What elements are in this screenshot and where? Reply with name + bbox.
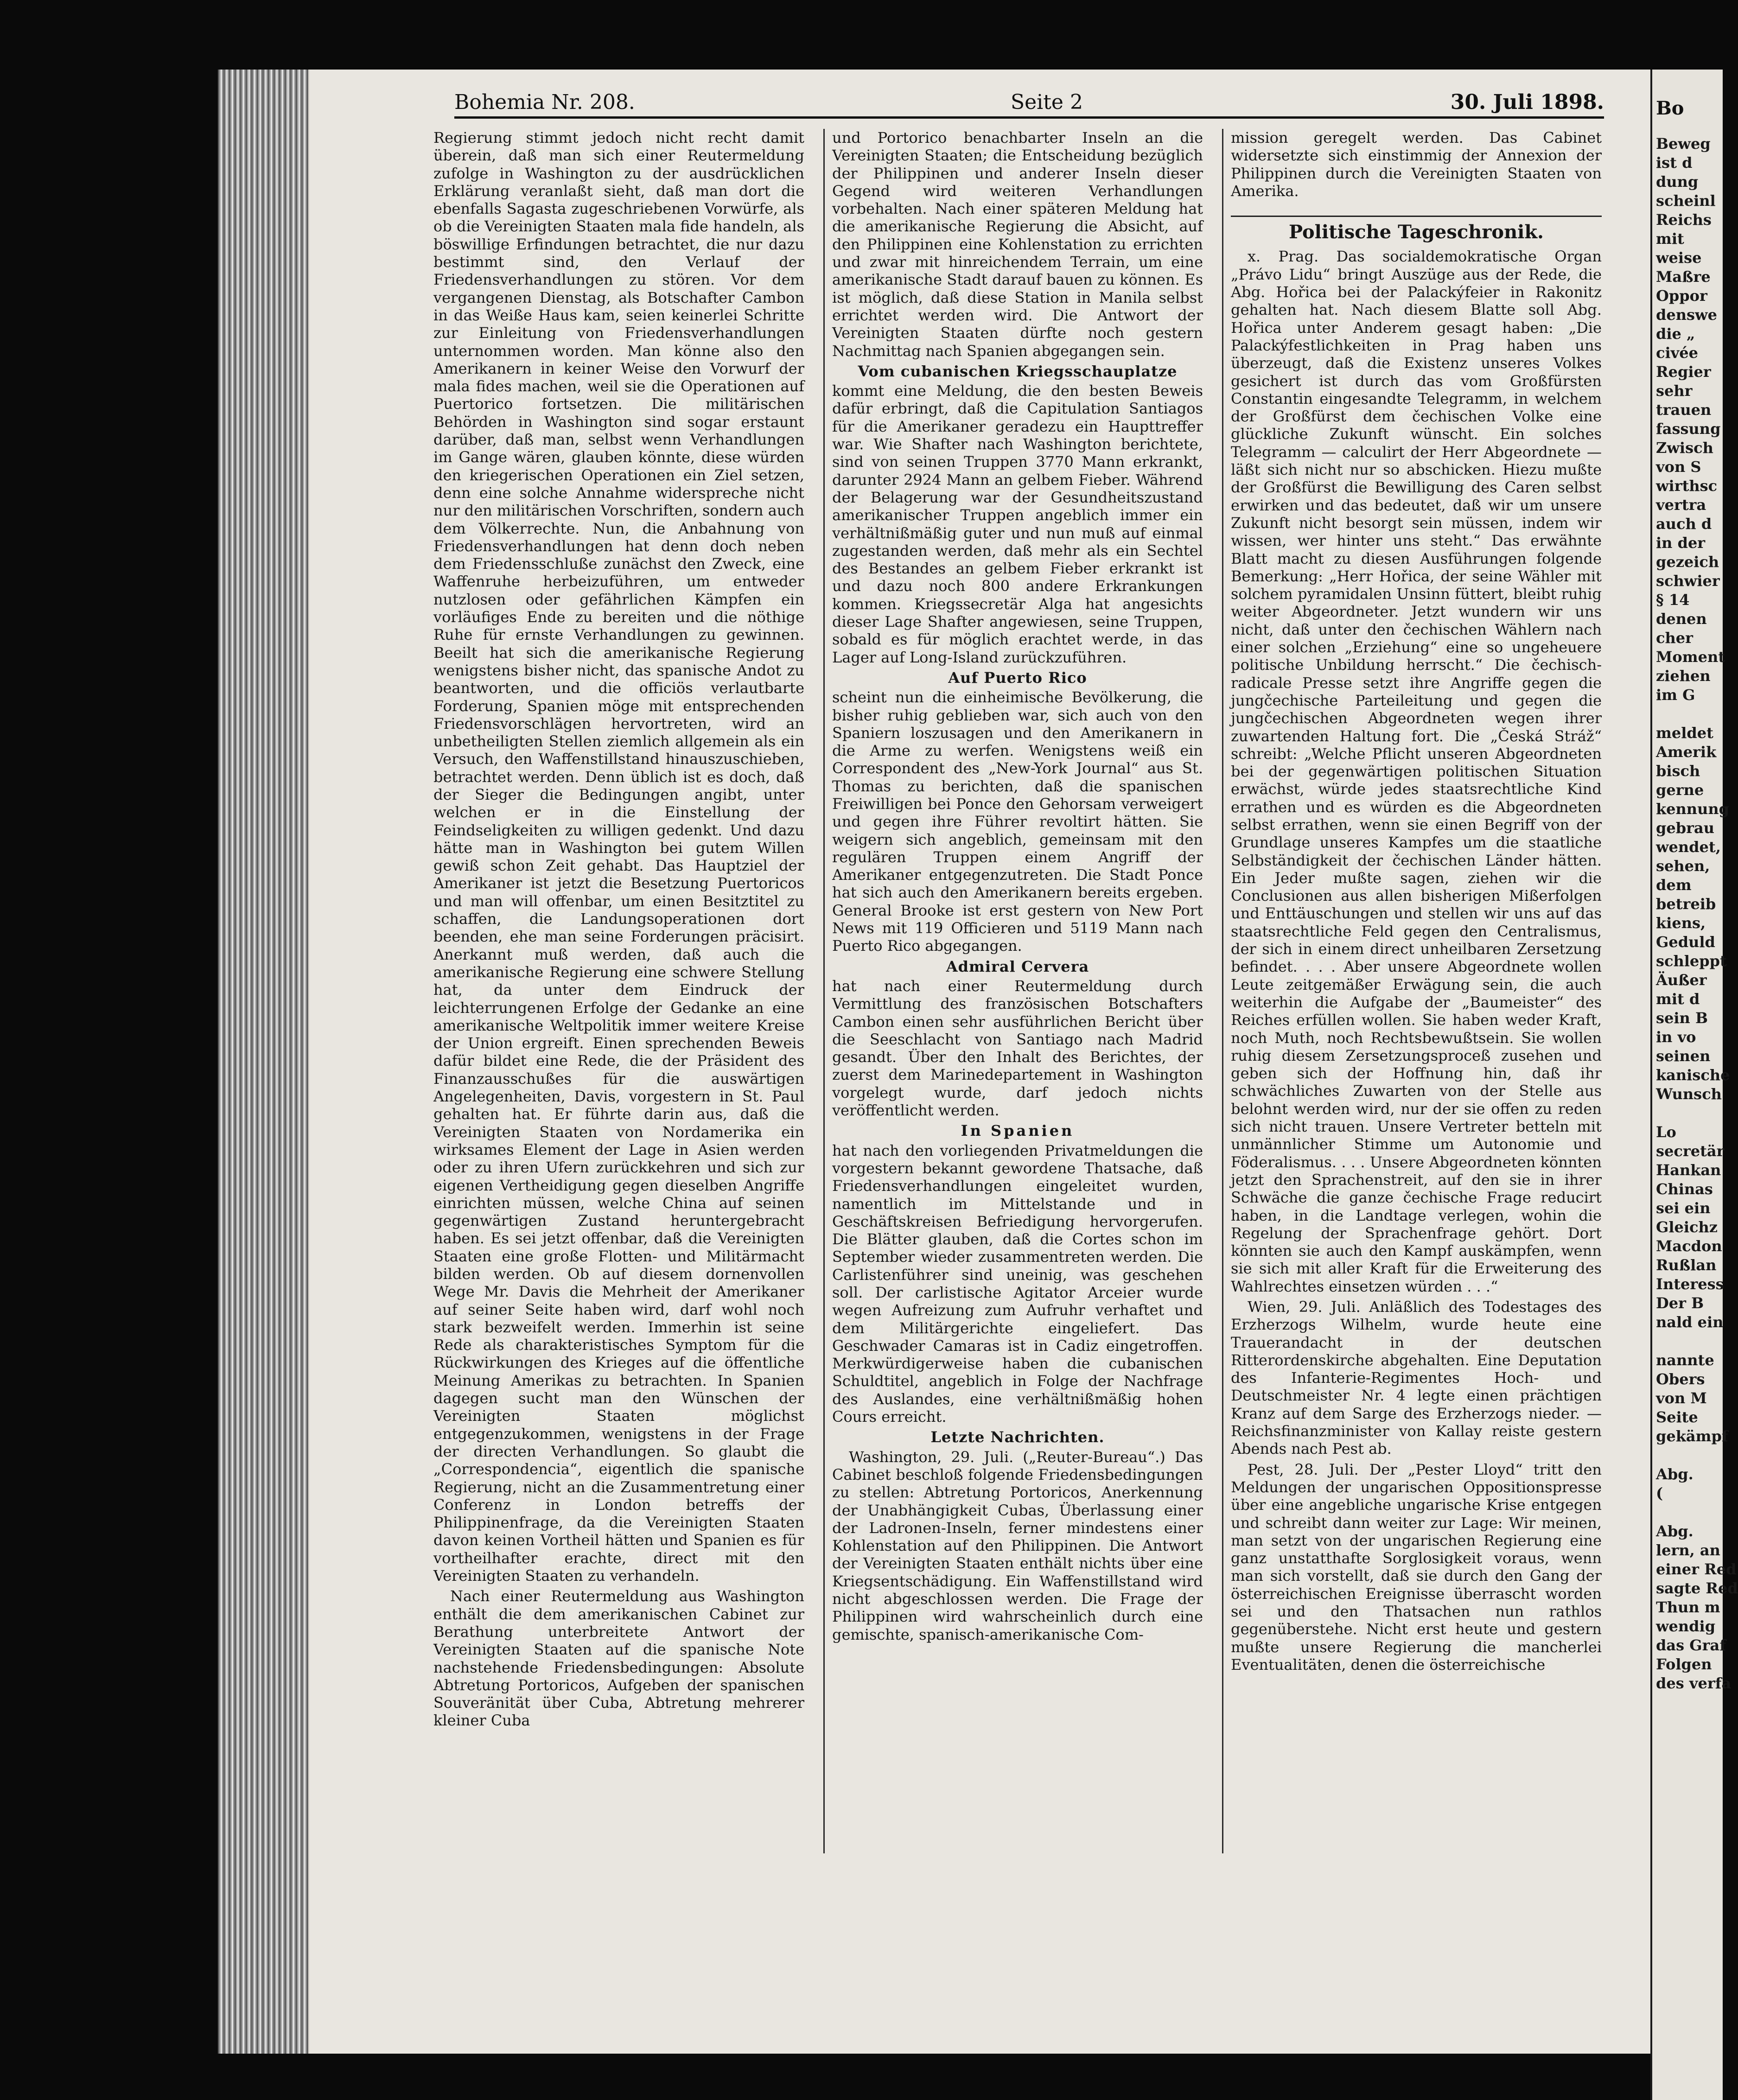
adjacent-page-line: bisch <box>1656 762 1700 780</box>
adjacent-page-line: Gleichz <box>1656 1218 1718 1236</box>
adjacent-page-line <box>1656 1332 1725 1351</box>
column-3 <box>1231 129 1602 1853</box>
article-paragraph: Nach einer Reutermeldung aus Washington enthält die dem amerikanischen Cabinet zur Berathung unterbreitete Antwort der Vereinigten Staaten auf die spanische Note nachstehende Friedensbedingungen: Absolute Abtretung Portoricos, Aufgeben der spanischen Souveränität über Cuba, Abtretung mehrerer kleiner Cuba <box>433 1587 804 1730</box>
adjacent-page-line: Amerik <box>1656 743 1717 761</box>
adjacent-page-line: cher <box>1656 629 1693 647</box>
adjacent-page-line: Abg. <box>1656 1465 1693 1483</box>
adjacent-page-line: im G <box>1656 686 1695 704</box>
article-paragraph: Washington, 29. Juli. („Reuter-Bureau“.) Das Cabinet beschloß folgende Friedensbedingungen zu stellen: Abtretung Portoricos, Anerkennung der Unabhängigkeit Cubas, Überlassung einer der Ladronen-Inseln, ferner mindestens einer Kohlenstation auf den Philippinen. Die Antwort der Vereinigten Staaten enthält nichts über eine Kriegsentschädigung. Ein Waffenstillstand wird nicht abgeschlossen werden. Die Frage der Philippinen wird wahrscheinlich durch eine gemischte, spanisch-amerikanische Com- <box>832 1448 1203 1643</box>
adjacent-page-line: ziehen <box>1656 667 1711 685</box>
book-page-edges <box>218 70 308 2054</box>
adjacent-page-line: ist d <box>1656 154 1693 172</box>
adjacent-page-line: Regier <box>1656 363 1711 381</box>
adjacent-page-line: wendet, <box>1656 838 1721 856</box>
adjacent-page-line: Der B <box>1656 1294 1704 1312</box>
adjacent-page-line: gerne <box>1656 781 1704 799</box>
section-subheading: Admiral Cervera <box>946 957 1089 975</box>
section-heading: Politische Tageschronik. <box>1231 216 1602 241</box>
column-1 <box>433 129 804 1853</box>
article-paragraph: Regierung stimmt jedoch nicht recht damit überein, daß man sich einer Reutermeldung zufolge in Washington zu der ausdrücklichen Erklärung veranlaßt sieht, daß man dort die ebenfalls Sagasta zugeschriebenen Vorwürfe, als ob die Vereinigten Staaten mala fide handeln, als böswillige Erfindungen betrachtet, die nur dazu bestimmt sind, den Verlauf der Friedensverhandlungen zu stören. Vor dem vergangenen Dienstag, als Botschafter Cambon in das Weiße Haus kam, seien keinerlei Schritte zur Einleitung von Friedensverhandlungen unternommen worden. Man könne also den Amerikanern in keiner Weise den Vorwurf der mala fides machen, weil sie die Operationen auf Puertorico fortsetzen. Die militärischen Behörden in Washington sind sogar erstaunt darüber, daß man, selbst wenn Verhandlungen im Gange wären, glauben könnte, diese würden den kriegerischen Operationen ein Ziel setzen, denn eine solche Annahme widerspreche nicht nur den militärischen Vorschriften, sondern auch dem Völkerrechte. Nun, die Anbahnung von Friedensverhandlungen hat denn doch neben dem Friedensschluße zunächst den Zweck, eine Waffenruhe herbeizuführen, um entweder nutzlosen oder gefährlichen Kämpfen ein vorläufiges Ende zu bereiten und die nöthige Ruhe für ernste Verhandlungen zu gewinnen. Beeilt hat sich die amerikanische Regierung wenigstens bisher nicht, das spanische Andot zu beantworten, und die officiös verlautbarte Forderung, Spanien möge mit entsprechenden Friedensvorschlägen hervortreten, wird an unbetheiligten Stellen ziemlich allgemein als ein Versuch, den Waffenstillstand hinauszuschieben, betrachtet werden. Denn üblich ist es doch, daß der Sieger die Bedingungen angibt, unter welchen er in die Einstellung der Feindseligkeiten zu willigen gedenkt. Und dazu hätte man in Washington bei gutem Willen gewiß schon Zeit gehabt. Das Hauptziel der Amerikaner ist jetzt die Besetzung Puertoricos und man will offenbar, um einen Besitztitel zu schaffen, die Landungsoperationen dort beenden, ehe man seine Forderungen präcisirt. Anerkannt muß werden, daß auch die amerikanische Regierung eine schwere Stellung hat, da unter dem Eindruck der leichterrungenen Erfolge der Gedanke an eine amerikanische Weltpolitik immer weitere Kreise der Union ergreift. Einen sprechenden Beweis dafür bildet eine Rede, die der Präsident des Finanzausschußes für die auswärtigen Angelegenheiten, Davis, vorgestern in St. Paul gehalten hat. Er führte darin aus, daß die Vereinigten Staaten von Nordamerika ein wirksames Element der Lage in Asien werden oder zu ihren Ufern zurückkehren und sich zur eigenen Vertheidigung gegen dieselben Angriffe einrichten müssen, welche China auf seinen gegenwärtigen Zustand heruntergebracht haben. Es sei jetzt offenbar, daß die Vereinigten Staaten eine große Flotten- und Militärmacht bilden werden. Ob auf diesem dornenvollen Wege Mr. Davis die Mehrheit der Amerikaner auf seiner Seite haben wird, darf wohl noch stark bezweifelt werden. Immerhin ist seine Rede als charakteristisches Symptom für die Rückwirkungen des Krieges auf die öffentliche Meinung Amerikas zu betrachten. In Spanien dagegen sucht man den Wünschen der Vereinigten Staaten möglichst entgegenzukommen, wenigstens in der Frage der directen Verhandlungen. So glaubt die „Correspondencia“, eigentlich die spanische Regierung, nicht an die Zusammentretung einer Conferenz in London betreffs der Philippinenfrage, da die Vereinigten Staaten davon keinen Vortheil hätten und Spanien es für vortheilhafter erachte, direct mit den Vereinigten Staaten zu verhandeln. <box>433 129 804 1585</box>
adjacent-page-line <box>1656 1104 1725 1123</box>
adjacent-page-line: von M <box>1656 1389 1707 1407</box>
adjacent-page-line: denen <box>1656 610 1707 628</box>
adjacent-page-line: in vo <box>1656 1028 1696 1046</box>
adjacent-page-fragment <box>1650 70 1738 2100</box>
adjacent-page-line: Äußer <box>1656 971 1707 989</box>
adjacent-page-line: dem <box>1656 876 1692 894</box>
adjacent-page-line: gebrau <box>1656 819 1714 837</box>
adjacent-page-line <box>1656 1503 1725 1522</box>
adjacent-page-line: Oppor <box>1656 287 1707 305</box>
masthead-issue: Bohemia Nr. 208. <box>454 90 635 114</box>
adjacent-page-line: mit d <box>1656 990 1700 1008</box>
adjacent-page-line: meldet <box>1656 724 1713 742</box>
adjacent-page-line: Geduld <box>1656 933 1715 951</box>
adjacent-page-line: weise <box>1656 249 1702 267</box>
adjacent-page-line <box>1656 1446 1725 1465</box>
article-paragraph: mission geregelt werden. Das Cabinet widersetzte sich einstimmig der Annexion der Philippinen durch die Vereinigten Staaten von Amerika. <box>1231 129 1602 200</box>
page-number: Seite 2 <box>1011 90 1083 114</box>
adjacent-page-line: § 14 <box>1656 591 1690 609</box>
adjacent-page-line: Chinas <box>1656 1180 1713 1198</box>
adjacent-page-line: des verfa <box>1656 1674 1732 1692</box>
section-subheading: Auf Puerto Rico <box>948 668 1087 687</box>
adjacent-page-line: wendig <box>1656 1617 1716 1635</box>
adjacent-page-line: auch d <box>1656 515 1712 533</box>
adjacent-page-line: Seite <box>1656 1408 1698 1426</box>
adjacent-page-line: Lo <box>1656 1123 1676 1141</box>
adjacent-page-line: sehen, <box>1656 857 1710 875</box>
article-paragraph: und Portorico benachbarter Inseln an die Vereinigten Staaten; die Entscheidung bezüglich der Philippinen und anderer Inseln dieser Gegend wird weiteren Verhandlungen vorbehalten. Nach einer späteren Meldung hat die amerikanische Regierung die Absicht, auf den Philippinen eine Kohlenstation zu errichten und zwar mit hinreichendem Terrain, um eine amerikanische Stadt darauf bauen zu können. Es ist möglich, daß diese Station in Manila selbst errichtet werden wird. Die Antwort der Vereinigten Staaten dürfte noch gestern Nachmittag nach Spanien abgegangen sein. <box>832 129 1203 360</box>
section-subheading: Letzte Nachrichten. <box>930 1428 1105 1446</box>
adjacent-page-line: Folgen <box>1656 1655 1712 1673</box>
article-paragraph: Pest, 28. Juli. Der „Pester Lloyd“ tritt den Meldungen der ungarischen Oppositionspresse über eine angebliche ungarische Krise entgegen und schreibt dann weiter zur Lage: Wir meinen, man setzt von der ungarischen Regierung eine ganz unstatthafte Sorglosigkeit voraus, wenn man sich vorstellt, daß sie durch den Gang der österreichischen Ereignisse überrascht worden sei und den Thatsachen nun rathlos gegenüberstehe. Nicht erst heute und gestern mußte unsere Regierung die mancherlei Eventualitäten, denen die österreichische <box>1231 1460 1602 1674</box>
adjacent-page-line: nannte <box>1656 1351 1714 1369</box>
adjacent-page-line: dung <box>1656 173 1699 191</box>
article-paragraph: Wien, 29. Juli. Anläßlich des Todestages des Erzherzogs Wilhelm, wurde heute eine Trauerandacht in der deutschen Ritterordenskirche abgehalten. Eine Deputation des Infanterie-Regimentes Hoch- und Deutschmeister Nr. 4 legte einen prächtigen Kranz auf dem Sarge des Erzherzogs nieder. — Reichsfinanzminister von Kallay reiste gestern Abends nach Pest ab. <box>1231 1298 1602 1458</box>
adjacent-page-line: mit <box>1656 230 1684 248</box>
adjacent-page-line: schleppt <box>1656 952 1727 970</box>
adjacent-page-line: Hankan <box>1656 1161 1721 1179</box>
adjacent-page-line: nald ein <box>1656 1313 1724 1331</box>
adjacent-page-line: secretär <box>1656 1142 1725 1160</box>
adjacent-page-line: fassung <box>1656 420 1721 438</box>
article-paragraph: kommt eine Meldung, die den besten Beweis dafür erbringt, daß die Capitulation Santiagos für die Amerikaner geradezu ein Haupttreffer war. Wie Shafter nach Washington berichtete, sind von seinen Truppen 3770 Mann erkrankt, darunter 2924 Mann an gelbem Fieber. Während der Belagerung war der Gesundheitszustand amerikanischer Truppen angeblich immer ein verhältnißmäßig guter und nun muß auf einmal zugestanden werden, daß mehr als ein Sechtel des Bestandes an gelbem Fieber erkrankt ist und dazu noch 800 andere Erkrankungen kommen. Kriegssecretär Alga hat angesichts dieser Lage Shafter angewiesen, seine Truppen, sobald es für möglich erachtet werde, in das Lager auf Long-Island zurückzuführen. <box>832 382 1203 666</box>
adjacent-page-line: trauen <box>1656 401 1712 419</box>
adjacent-page-line: gekämpf <box>1656 1427 1728 1445</box>
section-subheading: Vom cubanischen Kriegsschauplatze <box>858 362 1178 380</box>
adjacent-page-line: Thun m <box>1656 1598 1720 1616</box>
adjacent-page-line: kanische <box>1656 1066 1730 1084</box>
article-paragraph: x. Prag. Das socialdemokratische Organ „Právo Lidu“ bringt Auszüge aus der Rede, die Abg. Hořica bei der Palackýfeier in Rakonitz gehalten hat. Nach diesem Blatte soll Abg. Hořica unter Anderem gesagt haben: „Die Palackýfestlichkeiten in Prag haben uns überzeugt, daß die Existenz unseres Volkes gesichert ist durch das vom Großfürsten Constantin eingesandte Telegramm, in welchem der Großfürst dem čechischen Volke eine glückliche Zukunft wünscht. Ein solches Telegramm — calculirt der Herr Abgeordnete — läßt sich nicht nur so abschicken. Hiezu mußte der Großfürst die Bewilligung des Caren selbst erwirken und das bedeutet, daß wir um unsere Zukunft nicht besorgt sein müssen, indem wir wissen, wer hinter uns steht.“ Das erwähnte Blatt macht zu diesen Ausführungen folgende Bemerkung: „Herr Hořica, der seine Wähler mit solchem pyramidalen Unsinn füttert, bleibt ruhig weiter Abgeordneter. Jetzt wundern wir uns nicht, daß unter den čechischen Wählern nach einer solchen „Erziehung“ eine so ungeheuere politische Unbildung herrscht.“ Die čechisch-radicale Presse setzt ihre Angriffe gegen die jungčechische Parteileitung und gegen die jungčechischen Abgeordneten wegen ihrer zuwartenden Haltung fort. Die „Česká Stráž“ schreibt: „Welche Pflicht unseren Abgeordneten bei der gegenwärtigen politischen Situation erwächst, würde jedes staatsrechtliche Kind errathen und es würden es die Abgeordneten selbst errathen, wenn sie einen Begriff von der Grundlage unseres Kampfes um die staatliche Selbständigkeit der čechischen Länder hätten. Ein Jeder mußte sagen, ziehen wir die Conclusionen aus allen bisherigen Mißerfolgen und Enttäuschungen und stellen wir uns auf das staatsrechtliche Feld gegen den Centralismus, der sich in einem direct unheilbaren Zersetzung befindet. . . . Aber unsere Abgeordnete wollen Leute zeitgemäßer Erwägung sein, die auch weiterhin die Aufgabe der „Baumeister“ des Reiches erfüllen wollen. Sie haben weder Kraft, noch Muth, noch Rechtsbewußtsein. Sie wollen ruhig diesem Zersetzungsproceß zusehen und geben sich der Hoffnung hin, daß ihr schwächliches Zuwarten von der Stelle aus belohnt werden wird, nur der sie offen zu reden sich nicht trauen. Unsere Vertreter betteln mit unmännlicher Stimme um Autonomie und Föderalismus. . . . Unsere Abgeordneten könnten jetzt den Sprachenstreit, auf den sie in ihrer Schwäche die ganze čechische Frage reducirt haben, in die Landtage verlegen, wohin die Regelung der Sprachenfrage gehört. Dort könnten sie auch den Kampf auskämpfen, wenn sie sich mit aller Kraft für die Erweiterung des Wahlrechtes einsetzen würden . . .“ <box>1231 248 1602 1295</box>
adjacent-page-text <box>1656 134 1738 1693</box>
column-2 <box>832 129 1203 1853</box>
adjacent-page-line: wirthsc <box>1656 477 1718 495</box>
adjacent-page-line: Maßre <box>1656 268 1711 286</box>
adjacent-page-line: gezeich <box>1656 553 1719 571</box>
adjacent-page-line: sehr <box>1656 382 1693 400</box>
adjacent-page-line: Reichs <box>1656 211 1712 229</box>
adjacent-page-line: einer Red <box>1656 1560 1737 1578</box>
adjacent-page-line: Rußlan <box>1656 1256 1717 1274</box>
adjacent-page-line: Abg. <box>1656 1522 1693 1540</box>
adjacent-page-line: Moment <box>1656 648 1725 666</box>
article-paragraph: scheint nun die einheimische Bevölkerung, die bisher ruhig geblieben war, sich auch von den Spaniern loszusagen und den Amerikanern in die Arme zu werfen. Wenigstens weiß ein Correspondent des „New-York Journal“ aus St. Thomas zu berichten, daß die spanischen Freiwilligen bei Ponce den Gehorsam verweigert und gegen ihre Führer revoltirt hätten. Sie weigern sich angeblich, gemeinsam mit den regulären Truppen einem Angriff der Amerikaner entgegenzutreten. Die Stadt Ponce hat sich auch den Amerikanern bereits ergeben. General Brooke ist erst gestern von New Port News mit 119 Officieren und 5119 Mann nach Puerto Rico abgegangen. <box>832 688 1203 955</box>
adjacent-page-line: sagte Red <box>1656 1579 1738 1597</box>
adjacent-page-line: betreib <box>1656 895 1716 913</box>
section-subheading: In Spanien <box>961 1122 1075 1140</box>
adjacent-page-line: das Graf <box>1656 1636 1726 1654</box>
article-paragraph: hat nach den vorliegenden Privatmeldungen die vorgestern bekannt gewordene Thatsache, daß Friedensverhandlungen eingeleitet wurden, namentlich im Mittelstande und in Geschäftskreisen Befriedigung hervorgerufen. Die Blätter glauben, daß die Cortes schon im September wieder zusammentreten werden. Die Carlistenführer sind uneinig, was geschehen soll. Der carlistische Agitator Arceier wurde wegen Aufreizung zum Aufruhr verhaftet und dem Militärgerichte eingeliefert. Das Geschwader Camaras ist in Cadiz eingetroffen. Merkwürdigerweise haben die cubanischen Schuldtitel, angeblich in Folge der Nachfrage des Auslandes, eine verhältnißmäßig hohen Cours erreicht. <box>832 1141 1203 1426</box>
adjacent-page-line: Macdon <box>1656 1237 1722 1255</box>
adjacent-page-line: die „ <box>1656 325 1695 343</box>
adjacent-page-line <box>1656 705 1725 724</box>
adjacent-page-line: Zwisch <box>1656 439 1713 457</box>
adjacent-page-line: Wunsch <box>1656 1085 1722 1103</box>
column-rule <box>1222 129 1223 1853</box>
adjacent-page-header: Bo <box>1656 97 1684 119</box>
adjacent-page-line: kiens, <box>1656 914 1706 932</box>
adjacent-page-line: ( <box>1656 1484 1663 1502</box>
adjacent-page-line: kennung <box>1656 800 1729 818</box>
adjacent-page-line: Interess <box>1656 1275 1724 1293</box>
article-paragraph: hat nach einer Reutermeldung durch Vermittlung des französischen Botschafters Cambon einen sehr ausführlichen Bericht über die Seeschlacht von Santiago nach Madrid gesandt. Über den Inhalt des Berichtes, der zuerst dem Marinedepartement in Washington vorgelegt wurde, darf jedoch nichts veröffentlicht werden. <box>832 977 1203 1120</box>
adjacent-page-line: lern, an <box>1656 1541 1720 1559</box>
adjacent-page-line: scheinl <box>1656 192 1716 210</box>
adjacent-page-line: von S <box>1656 458 1701 476</box>
adjacent-page-line: sein B <box>1656 1009 1708 1027</box>
adjacent-page-line: denswe <box>1656 306 1717 324</box>
adjacent-page-line: schwier <box>1656 572 1720 590</box>
adjacent-page-line: vertra <box>1656 496 1706 514</box>
adjacent-page-line: Obers <box>1656 1370 1705 1388</box>
adjacent-page-line: seinen <box>1656 1047 1711 1065</box>
running-head <box>454 90 1604 119</box>
column-rule <box>823 129 825 1853</box>
adjacent-page-line: Beweg <box>1656 135 1711 153</box>
issue-date: 30. Juli 1898. <box>1450 90 1604 114</box>
adjacent-page-line: civée <box>1656 344 1698 362</box>
adjacent-page-line: sei ein <box>1656 1199 1711 1217</box>
adjacent-page-line: in der <box>1656 534 1706 552</box>
